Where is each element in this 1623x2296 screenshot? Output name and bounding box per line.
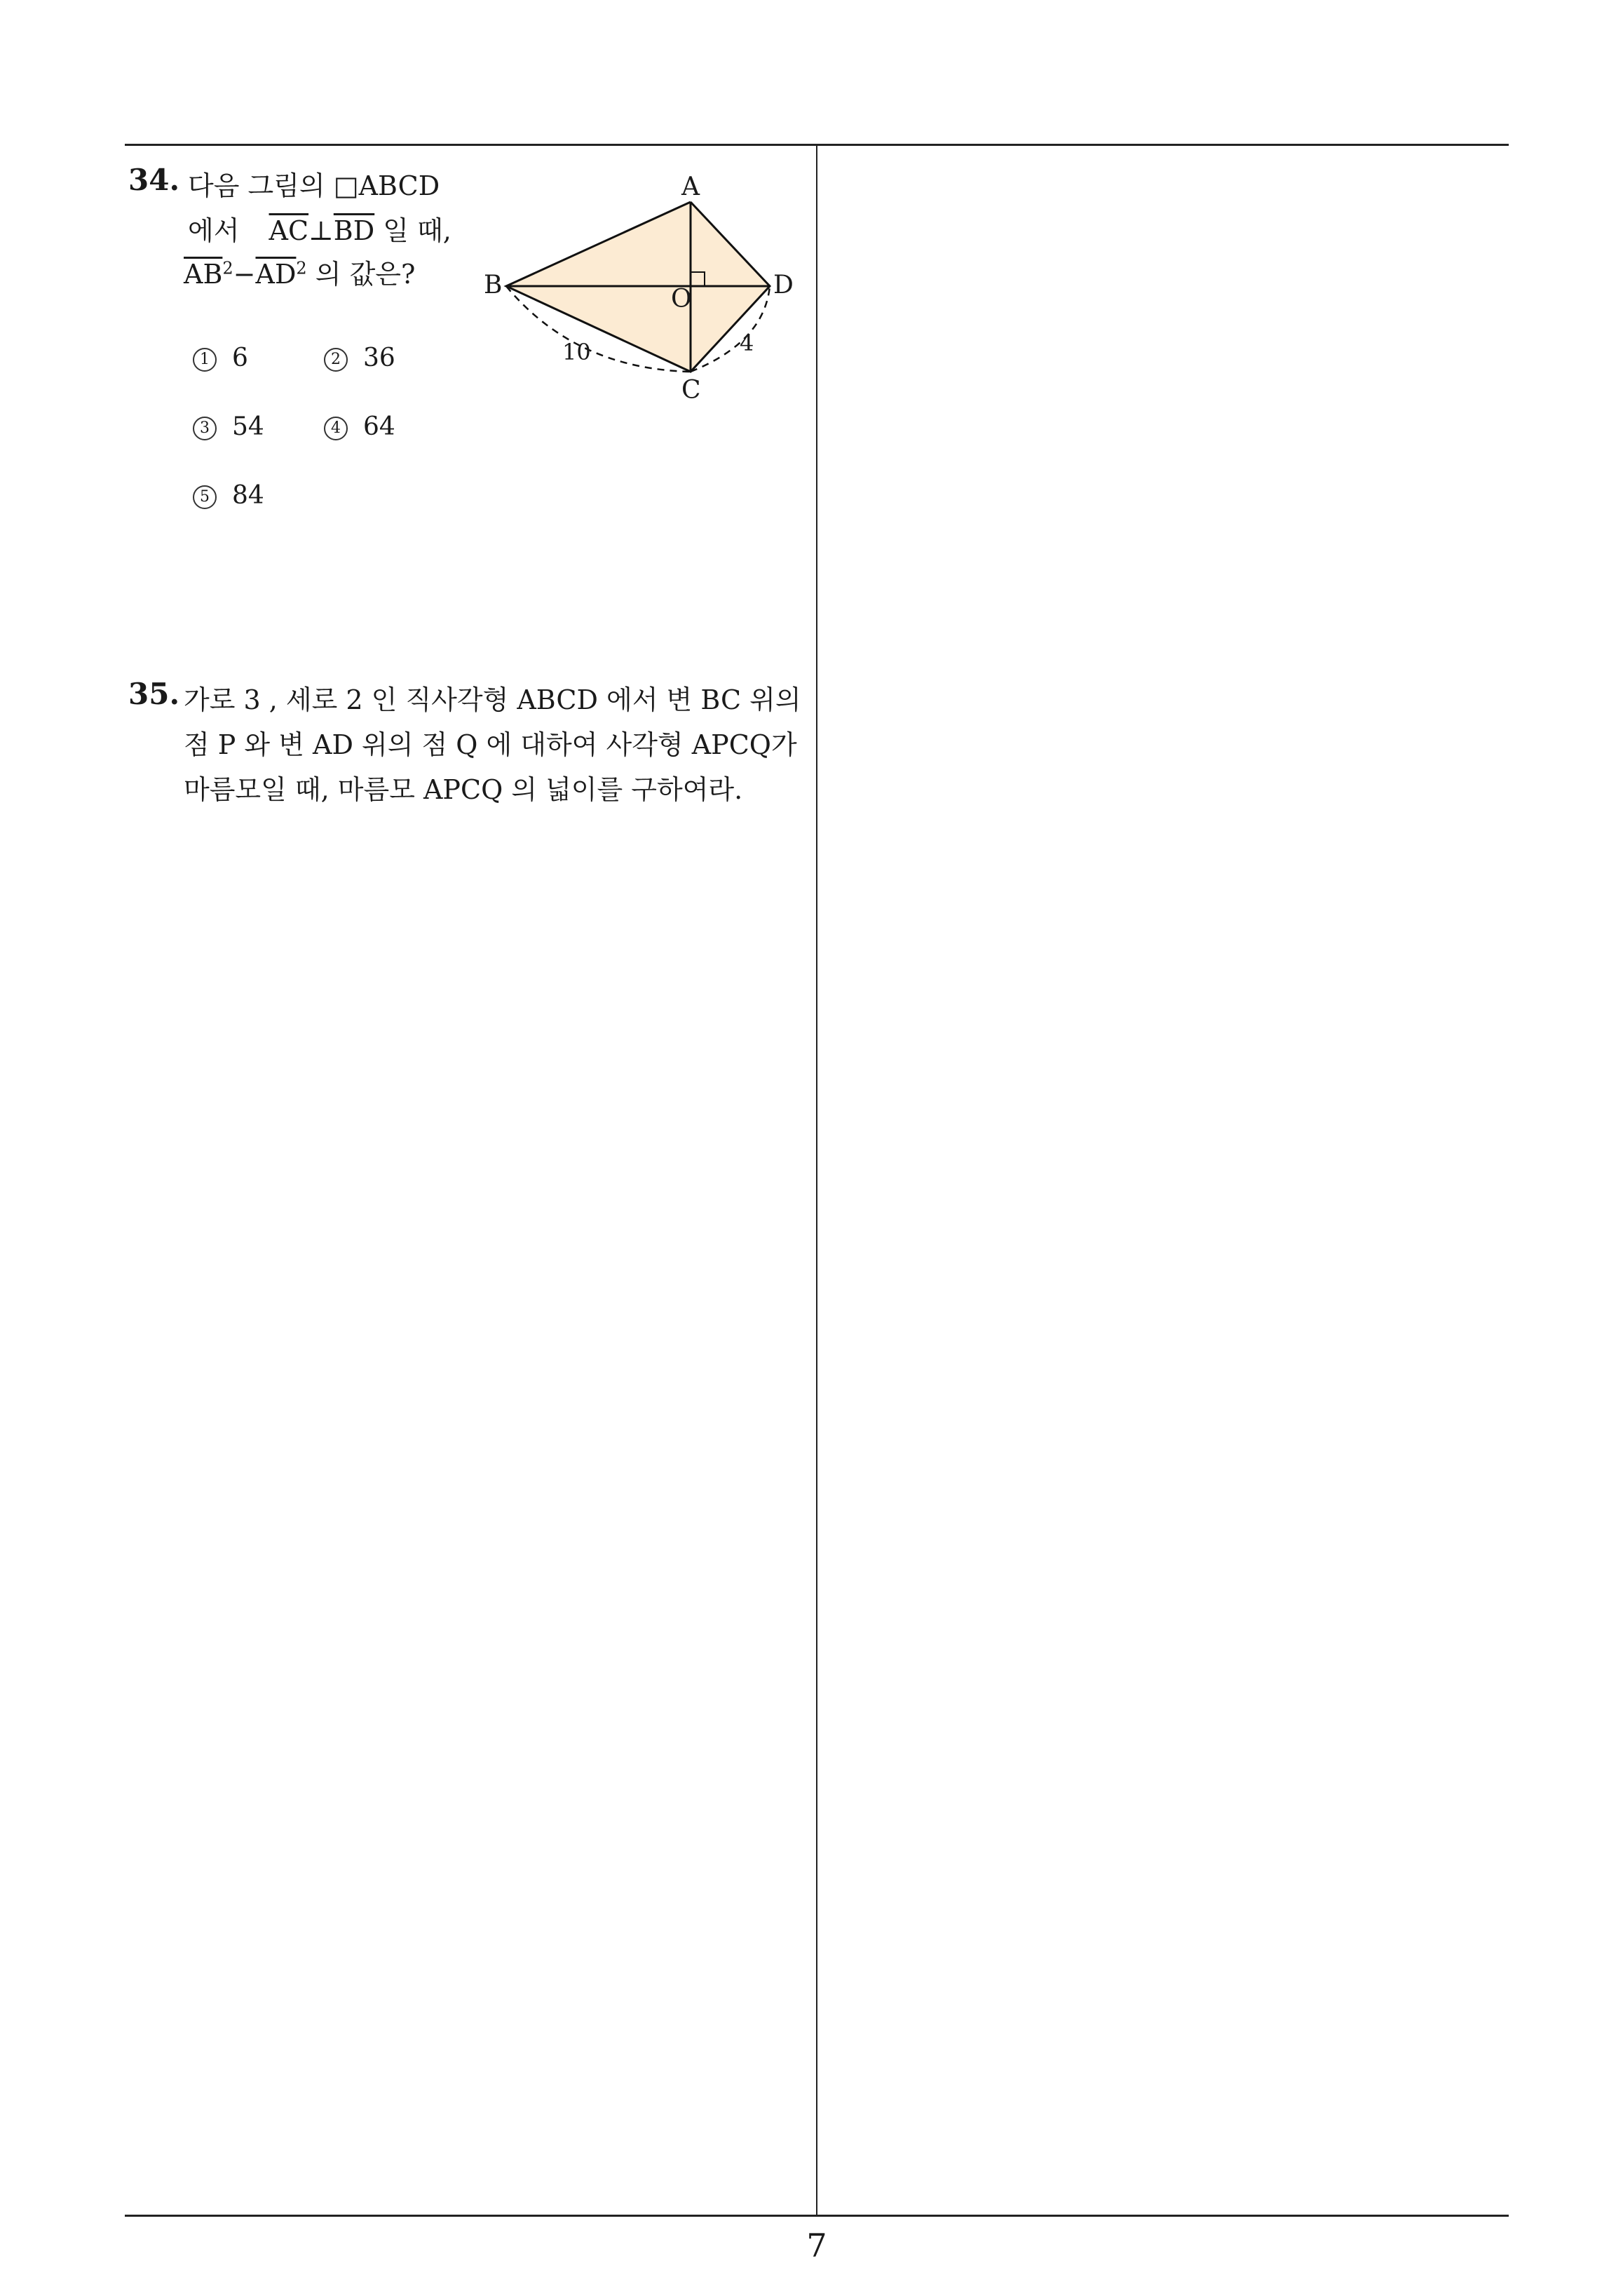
bottom-rule [125, 2215, 1509, 2217]
q35-line2: 점 P 와 변 AD 위의 점 Q 에 대하여 사각형 APCQ가 [184, 729, 797, 760]
q34-line1: 다음 그림의 □ABCD [188, 170, 440, 201]
q34-minus: − [233, 259, 256, 290]
column-divider [816, 144, 817, 2216]
choice-number-3: 3 [193, 417, 217, 440]
choice-number-1: 1 [193, 348, 217, 372]
q34-choice-5[interactable] [193, 481, 264, 510]
choice-value: 36 [363, 344, 395, 372]
length-label-bc: 10 [562, 339, 591, 365]
q35-number: 35. [128, 677, 180, 711]
choice-value: 54 [232, 412, 264, 441]
q34-line2 [188, 209, 451, 248]
q34-exp1: 2 [222, 258, 233, 278]
q34-choice-3[interactable] [193, 412, 264, 441]
q34-segment-ab: $\overline{AB}$ [184, 259, 223, 290]
vertex-label-a: A [681, 173, 700, 201]
quadrilateral-figure [477, 167, 806, 412]
q34-line3-post: 의 값은? [315, 259, 416, 290]
q34-exp2: 2 [296, 258, 307, 278]
vertex-label-d: D [773, 271, 794, 299]
q34-line2-post: 일 때, [383, 215, 451, 246]
choice-number-2: 2 [324, 348, 348, 372]
q34-choice-4[interactable] [324, 412, 395, 441]
choice-value: 6 [232, 344, 248, 372]
q34-choice-2[interactable] [324, 344, 395, 372]
choice-value: 84 [232, 481, 264, 510]
choice-number-4: 4 [324, 417, 348, 440]
center-label-o: O [671, 285, 692, 313]
vertex-label-c: C [681, 376, 701, 405]
q34-line2-pre: 에서 [188, 215, 240, 246]
q34-line3 [184, 252, 415, 291]
q34-number: 34. [128, 163, 180, 197]
q35-line1: 가로 3 , 세로 2 인 직사각형 ABCD 에서 변 BC 위의 [184, 684, 801, 715]
q34-segment-ac: $\overline{AC}$ [269, 215, 309, 246]
q35-line3: 마름모일 때, 마름모 APCQ 의 넓이를 구하여라. [184, 774, 743, 805]
vertex-label-b: B [484, 271, 503, 299]
q34-segment-ad: $\overline{AD}$ [255, 259, 297, 290]
length-label-cd: 4 [740, 330, 754, 356]
q34-segment-bd: $\overline{BD}$ [333, 215, 375, 246]
q34-perp-symbol: ⊥ [308, 215, 334, 246]
page-number: 7 [806, 2227, 827, 2264]
choice-number-5: 5 [193, 485, 217, 509]
q34-choice-1[interactable] [193, 344, 248, 372]
choice-value: 64 [363, 412, 395, 441]
